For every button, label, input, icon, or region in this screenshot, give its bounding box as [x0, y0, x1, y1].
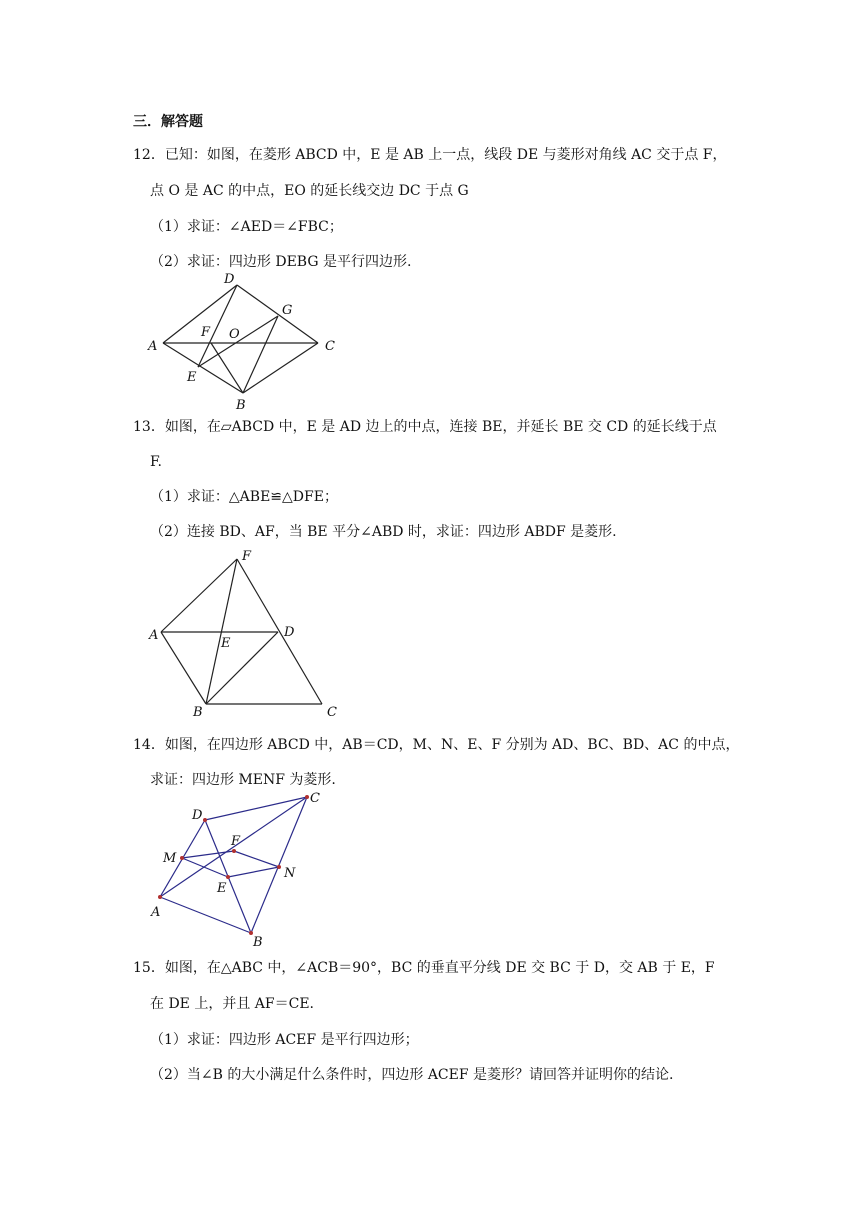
label-B: B — [236, 398, 246, 413]
label-D: D — [284, 625, 295, 640]
segment-NE — [228, 867, 279, 877]
point-E — [226, 875, 230, 879]
segment-MF — [182, 851, 234, 858]
label-O: O — [229, 327, 240, 342]
label-B: B — [253, 935, 263, 950]
label-C: C — [325, 339, 335, 354]
problem-12-part-1: （1）求证：∠AED＝∠FBC； — [150, 219, 343, 235]
label-F: F — [242, 549, 252, 564]
problem-12-part-2: （2）求证：四边形 DEBG 是平行四边形. — [150, 254, 412, 270]
problem-15-line-1: 15．如图，在△ABC 中，∠ACB＝90°，BC 的垂直平分线 DE 交 BC 于 D，交 AB 于 E，F — [133, 960, 715, 976]
point-D — [203, 818, 207, 822]
label-D: D — [192, 808, 203, 823]
point-N — [277, 865, 281, 869]
label-A: A — [151, 905, 161, 920]
point-M — [180, 856, 184, 860]
label-G: G — [282, 303, 293, 318]
problem-13-line-2: F. — [150, 454, 162, 470]
point-F — [232, 849, 236, 853]
problem-12-line-2: 点 O 是 AC 的中点，EO 的延长线交边 DC 于点 G — [150, 183, 469, 199]
label-C: C — [327, 705, 337, 720]
problem-13-line-1: 13．如图，在▱ABCD 中，E 是 AD 边上的中点，连接 BE，并延长 BE 交 CD 的延长线于点 — [133, 419, 717, 435]
problem-15-line-2: 在 DE 上，并且 AF＝CE. — [150, 996, 315, 1012]
problem-12-line-1: 12．已知：如图，在菱形 ABCD 中，E 是 AB 上一点，线段 DE 与菱形对角线 AC 交于点 F， — [133, 147, 727, 163]
label-F: F — [201, 325, 211, 340]
label-B: B — [193, 705, 203, 720]
problem-13-part-1: （1）求证：△ABE≌△DFE； — [150, 489, 338, 505]
problem-14-line-1: 14．如图，在四边形 ABCD 中，AB＝CD，M、N、E、F 分别为 AD、BC、BD、AC 的中点， — [133, 737, 740, 753]
label-E: E — [217, 881, 227, 896]
label-D: D — [224, 272, 235, 287]
point-C — [305, 795, 309, 799]
label-E: E — [221, 636, 231, 651]
problem-15-part-1: （1）求证：四边形 ACEF 是平行四边形； — [150, 1032, 419, 1048]
label-M: M — [163, 851, 177, 866]
section-title: 三．解答题 — [133, 114, 203, 130]
label-F: F — [231, 834, 241, 849]
label-E: E — [187, 370, 197, 385]
problem-13-part-2: （2）连接 BD、AF，当 BE 平分∠ABD 时，求证：四边形 ABDF 是菱形. — [150, 524, 617, 540]
segment-FN — [234, 851, 279, 867]
edge-DC — [205, 797, 307, 820]
point-A — [158, 895, 162, 899]
label-A: A — [148, 339, 158, 354]
label-N: N — [284, 866, 296, 881]
label-C: C — [310, 791, 320, 806]
problem-15-part-2: （2）当∠B 的大小满足什么条件时，四边形 ACEF 是菱形？请回答并证明你的结论. — [150, 1067, 674, 1083]
edge-BA — [160, 897, 251, 933]
label-A: A — [149, 628, 159, 643]
problem-14-line-2: 求证：四边形 MENF 为菱形. — [150, 772, 336, 788]
